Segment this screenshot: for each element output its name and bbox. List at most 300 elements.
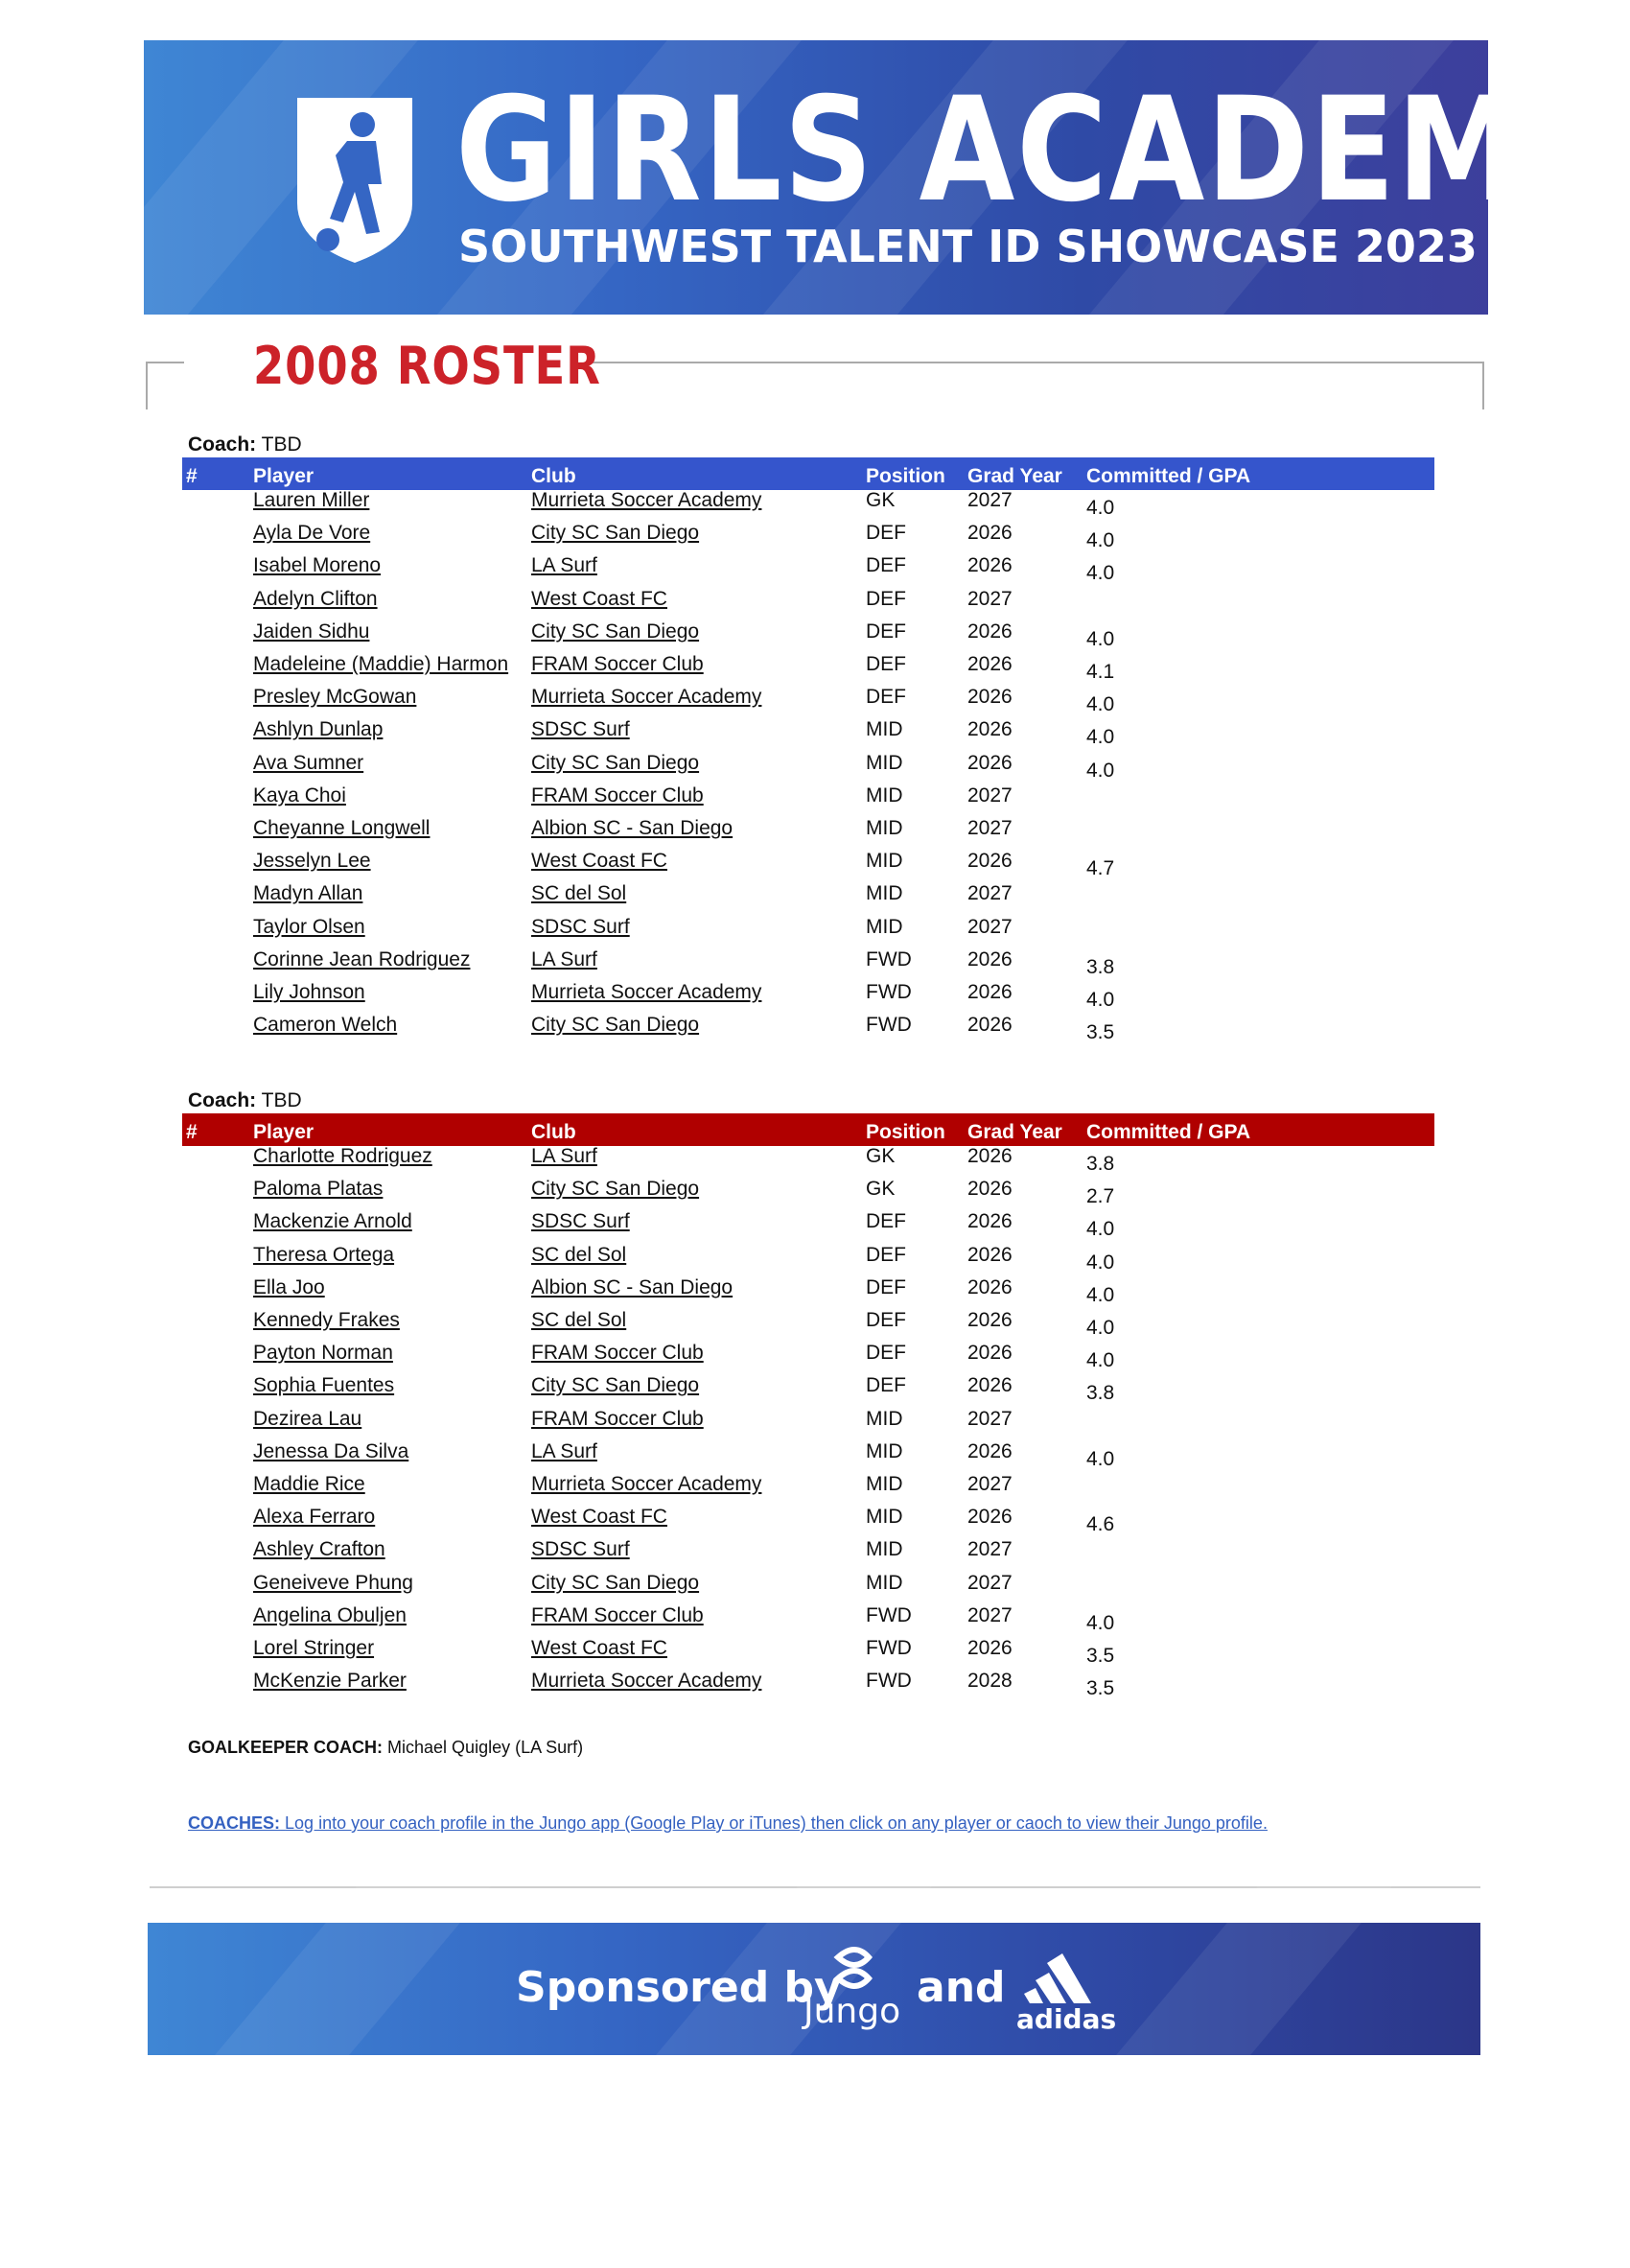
coaches-note-text: Log into your coach profile in the Jungo app (Google Play or iTunes) then click on any player or caoch to view their Jungo profile. — [285, 1813, 1268, 1833]
gpa-cell: 4.0 — [1086, 759, 1115, 782]
grad-year-cell: 2026 — [967, 554, 1013, 577]
club-link[interactable] — [531, 1374, 699, 1397]
grad-year-cell: 2026 — [967, 1178, 1013, 1201]
club-link[interactable] — [531, 522, 699, 545]
grad-year-cell: 2026 — [967, 620, 1013, 643]
goalkeeper-coach-value: Michael Quigley (LA Surf) — [387, 1738, 584, 1757]
player-link[interactable] — [253, 752, 363, 775]
position-cell: DEF — [866, 554, 906, 577]
position-cell: MID — [866, 1571, 903, 1594]
position-cell: FWD — [866, 1014, 912, 1037]
player-link[interactable] — [253, 817, 430, 840]
position-cell: DEF — [866, 1210, 906, 1233]
gpa-cell: 4.6 — [1086, 1513, 1115, 1536]
position-cell: FWD — [866, 947, 912, 970]
player-link[interactable] — [253, 1506, 375, 1529]
player-name[interactable]: Maddie Rice — [253, 1473, 365, 1495]
club-name[interactable]: SDSC Surf — [531, 718, 630, 741]
table-row — [0, 850, 1630, 882]
grad-year-cell: 2027 — [967, 817, 1013, 839]
position-cell: FWD — [866, 1603, 912, 1626]
player-link[interactable] — [253, 916, 365, 939]
table-row — [0, 489, 1630, 522]
player-name[interactable]: Alexa Ferraro — [253, 1506, 376, 1529]
table-row — [0, 916, 1630, 948]
grad-year-cell: 2027 — [967, 1603, 1013, 1626]
grad-year-cell: 2026 — [967, 1637, 1013, 1659]
grad-year-cell: 2026 — [967, 981, 1013, 1003]
player-name[interactable]: Corinne Jean Rodriguez — [253, 947, 471, 970]
table-row — [0, 620, 1630, 653]
player-link[interactable] — [253, 620, 369, 643]
club-link[interactable] — [531, 653, 704, 676]
player-link[interactable] — [253, 1604, 407, 1627]
club-link[interactable] — [531, 1604, 704, 1627]
club-name[interactable]: City SC San Diego — [531, 751, 700, 774]
grad-year-cell: 2028 — [967, 1670, 1013, 1693]
player-link[interactable] — [253, 653, 508, 676]
player-link[interactable] — [253, 1408, 361, 1431]
col-player: Player — [253, 465, 314, 487]
club-name[interactable]: FRAM Soccer Club — [531, 1603, 704, 1626]
gpa-cell: 4.0 — [1086, 989, 1115, 1011]
position-cell: MID — [866, 915, 903, 938]
table-row — [0, 981, 1630, 1014]
position-cell: DEF — [866, 686, 906, 709]
table-row — [0, 752, 1630, 784]
col-club: Club — [531, 465, 576, 487]
table-row — [0, 1276, 1630, 1309]
table-row — [0, 784, 1630, 817]
player-link[interactable] — [253, 1440, 408, 1463]
club-link[interactable] — [531, 1637, 667, 1660]
player-name[interactable]: Angelina Obuljen — [253, 1603, 407, 1626]
club-link[interactable] — [531, 1473, 761, 1496]
table-row — [0, 588, 1630, 620]
position-cell: MID — [866, 1506, 903, 1529]
sponsored-by-text: Sponsored by — [516, 1963, 842, 2012]
player-name[interactable]: Jesselyn Lee — [253, 850, 371, 873]
gpa-cell: 4.0 — [1086, 1447, 1115, 1470]
club-link[interactable] — [531, 1276, 733, 1299]
club-link[interactable] — [531, 718, 630, 741]
grad-year-cell: 2026 — [967, 1342, 1013, 1365]
table-row — [0, 686, 1630, 718]
club-name[interactable]: LA Surf — [531, 947, 597, 970]
grad-year-cell: 2026 — [967, 1439, 1013, 1462]
player-name[interactable]: Jaiden Sidhu — [253, 620, 370, 643]
position-cell: MID — [866, 850, 903, 873]
table-row — [0, 1604, 1630, 1637]
player-link[interactable] — [253, 1342, 393, 1365]
club-link[interactable] — [531, 1572, 699, 1595]
grad-year-cell: 2026 — [967, 1275, 1013, 1298]
club-link[interactable] — [531, 1309, 626, 1332]
club-link[interactable] — [531, 850, 667, 873]
grad-year-cell: 2026 — [967, 1210, 1013, 1233]
club-name[interactable]: FRAM Soccer Club — [531, 1342, 704, 1365]
player-name[interactable]: Paloma Platas — [253, 1178, 384, 1201]
gpa-cell: 4.0 — [1086, 1251, 1115, 1274]
goalkeeper-coach — [188, 1738, 583, 1758]
grad-year-cell: 2026 — [967, 850, 1013, 873]
grad-year-cell: 2026 — [967, 947, 1013, 970]
player-name[interactable]: Madeleine (Maddie) Harmon — [253, 653, 509, 675]
club-link[interactable] — [531, 948, 597, 971]
club-link[interactable] — [531, 752, 699, 775]
club-name[interactable]: West Coast FC — [531, 850, 667, 873]
player-link[interactable] — [253, 554, 381, 577]
player-link[interactable] — [253, 1374, 394, 1397]
position-cell: DEF — [866, 1309, 906, 1331]
player-name[interactable]: Taylor Olsen — [253, 915, 365, 938]
club-name[interactable]: Murrieta Soccer Academy — [531, 1473, 762, 1495]
header-banner — [144, 40, 1613, 315]
table-row — [0, 948, 1630, 981]
position-cell: MID — [866, 1439, 903, 1462]
position-cell: FWD — [866, 1670, 912, 1693]
table-row — [0, 1309, 1630, 1342]
grad-year-cell: 2026 — [967, 1145, 1013, 1167]
club-name[interactable]: SDSC Surf — [531, 1538, 630, 1561]
club-name[interactable]: LA Surf — [531, 554, 597, 577]
club-name[interactable]: SDSC Surf — [531, 1210, 630, 1233]
club-link[interactable] — [531, 1408, 704, 1431]
position-cell: DEF — [866, 587, 906, 610]
grad-year-cell: 2026 — [967, 718, 1013, 741]
club-name[interactable]: LA Surf — [531, 1439, 597, 1462]
club-name[interactable]: SC del Sol — [531, 1309, 627, 1331]
table-row — [0, 1538, 1630, 1571]
position-cell: DEF — [866, 620, 906, 643]
player-name[interactable]: Lauren Miller — [253, 489, 370, 511]
position-cell: DEF — [866, 522, 906, 545]
grad-year-cell: 2027 — [967, 489, 1013, 511]
grad-year-cell: 2026 — [967, 686, 1013, 709]
club-link[interactable] — [531, 1014, 699, 1037]
player-link[interactable] — [253, 1572, 413, 1595]
club-name[interactable]: FRAM Soccer Club — [531, 653, 704, 675]
club-link[interactable] — [531, 1538, 630, 1561]
club-link[interactable] — [531, 554, 597, 577]
grad-year-cell: 2027 — [967, 587, 1013, 610]
col-committed: Committed / GPA — [1086, 465, 1251, 487]
col-club: Club — [531, 1121, 576, 1143]
gpa-cell: 4.0 — [1086, 1349, 1115, 1372]
club-name[interactable]: FRAM Soccer Club — [531, 783, 704, 807]
position-cell: MID — [866, 1473, 903, 1495]
coach-name: TBD — [261, 1089, 302, 1111]
col-num: # — [186, 1121, 198, 1143]
player-name[interactable]: Geneiveve Phung — [253, 1571, 413, 1594]
table-row — [0, 1637, 1630, 1670]
table-row — [0, 718, 1630, 751]
table-row — [0, 1572, 1630, 1604]
player-link[interactable] — [253, 686, 416, 709]
player-link[interactable] — [253, 1210, 412, 1233]
player-link[interactable] — [253, 784, 346, 807]
player-link[interactable] — [253, 1276, 325, 1299]
player-name[interactable]: Cheyanne Longwell — [253, 817, 431, 839]
player-name[interactable]: Mackenzie Arnold — [253, 1210, 412, 1233]
grad-year-cell: 2026 — [967, 1506, 1013, 1529]
player-name[interactable]: Ashlyn Dunlap — [253, 718, 384, 741]
table-row — [0, 1145, 1630, 1178]
gpa-cell: 3.8 — [1086, 1153, 1115, 1175]
player-name[interactable]: Isabel Moreno — [253, 554, 382, 577]
position-cell: MID — [866, 1407, 903, 1430]
player-link[interactable] — [253, 882, 362, 905]
gpa-cell: 4.0 — [1086, 1283, 1115, 1306]
table-row — [0, 1342, 1630, 1374]
player-name[interactable]: Madyn Allan — [253, 882, 363, 905]
gpa-cell: 4.0 — [1086, 726, 1115, 749]
player-link[interactable] — [253, 1145, 432, 1168]
club-link[interactable] — [531, 620, 699, 643]
grad-year-cell: 2026 — [967, 522, 1013, 545]
coach-label: Coach: — [188, 433, 257, 456]
club-name[interactable]: City SC San Diego — [531, 620, 700, 643]
club-name[interactable]: Murrieta Soccer Academy — [531, 981, 762, 1003]
player-name[interactable]: Jenessa Da Silva — [253, 1439, 409, 1462]
table-row — [0, 1244, 1630, 1276]
club-link[interactable] — [531, 981, 761, 1004]
club-name[interactable]: Murrieta Soccer Academy — [531, 489, 762, 511]
gpa-cell: 4.0 — [1086, 693, 1115, 716]
grad-year-cell: 2026 — [967, 1243, 1013, 1266]
player-link[interactable] — [253, 981, 365, 1004]
col-position: Position — [866, 1121, 945, 1143]
col-num: # — [186, 465, 198, 487]
grad-year-cell: 2026 — [967, 1309, 1013, 1331]
position-cell: MID — [866, 1538, 903, 1561]
gpa-cell: 4.0 — [1086, 562, 1115, 585]
table-row — [0, 1440, 1630, 1473]
club-name[interactable]: Albion SC - San Diego — [531, 817, 734, 839]
club-link[interactable] — [531, 686, 761, 709]
grad-year-cell: 2027 — [967, 1571, 1013, 1594]
player-name[interactable]: Ashley Crafton — [253, 1538, 385, 1561]
roster-title: 2008 ROSTER — [253, 336, 601, 396]
club-link[interactable] — [531, 1178, 699, 1201]
gpa-cell: 4.7 — [1086, 857, 1115, 880]
position-cell: MID — [866, 882, 903, 905]
club-link[interactable] — [531, 1670, 761, 1693]
club-name[interactable]: City SC San Diego — [531, 522, 700, 545]
table-row — [0, 1014, 1630, 1046]
coach-name: TBD — [261, 433, 302, 456]
gpa-cell: 4.0 — [1086, 497, 1115, 519]
position-cell: GK — [866, 1145, 896, 1167]
team-2-coach — [188, 1089, 302, 1112]
player-link[interactable] — [253, 1178, 383, 1201]
club-link[interactable] — [531, 1342, 704, 1365]
player-name[interactable]: Dezirea Lau — [253, 1407, 362, 1430]
gpa-cell: 3.5 — [1086, 1645, 1115, 1667]
player-name[interactable]: Kennedy Frakes — [253, 1309, 400, 1331]
club-link[interactable] — [531, 1145, 597, 1168]
club-name[interactable]: West Coast FC — [531, 587, 667, 610]
player-link[interactable] — [253, 1473, 365, 1496]
player-name[interactable]: Ella Joo — [253, 1275, 325, 1298]
gpa-cell: 4.0 — [1086, 1218, 1115, 1241]
player-link[interactable] — [253, 850, 371, 873]
club-link[interactable] — [531, 1440, 597, 1463]
team-1-table-header — [182, 457, 1434, 490]
position-cell: MID — [866, 718, 903, 741]
col-player: Player — [253, 1121, 314, 1143]
position-cell: FWD — [866, 981, 912, 1003]
player-link[interactable] — [253, 1670, 407, 1693]
player-name[interactable]: McKenzie Parker — [253, 1670, 407, 1693]
gpa-cell: 4.0 — [1086, 1317, 1115, 1339]
team-1-coach — [188, 433, 302, 456]
club-name[interactable]: Murrieta Soccer Academy — [531, 1670, 762, 1693]
jungo-wordmark: Jungo — [803, 1992, 901, 2031]
grad-year-cell: 2026 — [967, 751, 1013, 774]
grad-year-cell: 2026 — [967, 1374, 1013, 1397]
player-name[interactable]: Lorel Stringer — [253, 1637, 375, 1659]
coaches-note-link[interactable] — [188, 1813, 1268, 1834]
player-link[interactable] — [253, 1309, 400, 1332]
position-cell: MID — [866, 783, 903, 807]
gpa-cell: 3.5 — [1086, 1677, 1115, 1700]
table-row — [0, 817, 1630, 850]
jungo-logo-icon — [830, 1946, 880, 1990]
grad-year-cell: 2026 — [967, 653, 1013, 675]
player-name[interactable]: Ayla De Vore — [253, 522, 371, 545]
grad-year-cell: 2027 — [967, 915, 1013, 938]
position-cell: DEF — [866, 1342, 906, 1365]
col-grad-year: Grad Year — [967, 465, 1062, 487]
gpa-cell: 4.0 — [1086, 529, 1115, 552]
player-link[interactable] — [253, 1014, 397, 1037]
club-name[interactable]: City SC San Diego — [531, 1014, 700, 1037]
table-row — [0, 522, 1630, 554]
player-name[interactable]: Kaya Choi — [253, 783, 346, 807]
banner-subtitle: SOUTHWEST TALENT ID SHOWCASE 2023 — [458, 221, 1478, 272]
club-name[interactable]: LA Surf — [531, 1145, 597, 1167]
club-link[interactable] — [531, 916, 630, 939]
gpa-cell: 4.0 — [1086, 627, 1115, 650]
player-link[interactable] — [253, 718, 383, 741]
table-row — [0, 1178, 1630, 1210]
club-name[interactable]: West Coast FC — [531, 1637, 667, 1659]
club-name[interactable]: SC del Sol — [531, 1243, 627, 1266]
club-name[interactable]: FRAM Soccer Club — [531, 1407, 704, 1430]
col-committed: Committed / GPA — [1086, 1121, 1251, 1143]
col-grad-year: Grad Year — [967, 1121, 1062, 1143]
player-name[interactable]: Adelyn Clifton — [253, 587, 378, 610]
club-name[interactable]: SDSC Surf — [531, 915, 630, 938]
gpa-cell: 3.5 — [1086, 1021, 1115, 1044]
player-name[interactable]: Lily Johnson — [253, 981, 365, 1003]
player-link[interactable] — [253, 489, 369, 512]
coaches-note-label: COACHES: — [188, 1813, 281, 1833]
player-link[interactable] — [253, 1244, 394, 1267]
girls-academy-logo-icon — [288, 88, 422, 270]
grad-year-cell: 2027 — [967, 1473, 1013, 1495]
table-row — [0, 1473, 1630, 1506]
position-cell: DEF — [866, 653, 906, 675]
club-link[interactable] — [531, 1210, 630, 1233]
table-row — [0, 1670, 1630, 1702]
table-row — [0, 882, 1630, 915]
sponsor-footer — [148, 1923, 1480, 2055]
adidas-logo-icon — [1024, 1950, 1105, 2003]
position-cell: DEF — [866, 1374, 906, 1397]
table-row — [0, 1506, 1630, 1538]
gpa-cell: 2.7 — [1086, 1185, 1115, 1208]
table-row — [0, 554, 1630, 587]
team-2-table-header — [182, 1113, 1434, 1146]
and-text: and — [917, 1963, 1006, 2012]
club-link[interactable] — [531, 1506, 667, 1529]
grad-year-cell: 2026 — [967, 1014, 1013, 1037]
club-name[interactable]: City SC San Diego — [531, 1374, 700, 1397]
player-link[interactable] — [253, 588, 378, 611]
grad-year-cell: 2027 — [967, 1538, 1013, 1561]
club-link[interactable] — [531, 588, 667, 611]
player-link[interactable] — [253, 1538, 385, 1561]
club-link[interactable] — [531, 882, 626, 905]
player-link[interactable] — [253, 948, 470, 971]
player-name[interactable]: Payton Norman — [253, 1342, 393, 1365]
grad-year-cell: 2027 — [967, 882, 1013, 905]
table-row — [0, 653, 1630, 686]
coach-label: Coach: — [188, 1089, 257, 1111]
club-name[interactable]: City SC San Diego — [531, 1571, 700, 1594]
gpa-cell: 3.8 — [1086, 955, 1115, 978]
position-cell: GK — [866, 489, 896, 511]
position-cell: MID — [866, 817, 903, 839]
banner-title: GIRLS ACADEMY — [455, 67, 1613, 234]
player-name[interactable]: Presley McGowan — [253, 686, 417, 709]
grad-year-cell: 2027 — [967, 1407, 1013, 1430]
club-name[interactable]: Albion SC - San Diego — [531, 1275, 734, 1298]
table-row — [0, 1210, 1630, 1243]
player-name[interactable]: Sophia Fuentes — [253, 1374, 395, 1397]
player-name[interactable]: Theresa Ortega — [253, 1243, 395, 1266]
grad-year-cell: 2027 — [967, 783, 1013, 807]
position-cell: MID — [866, 751, 903, 774]
position-cell: GK — [866, 1178, 896, 1201]
position-cell: DEF — [866, 1275, 906, 1298]
gpa-cell: 3.8 — [1086, 1382, 1115, 1405]
player-name[interactable]: Ava Sumner — [253, 751, 364, 774]
club-link[interactable] — [531, 817, 733, 840]
club-link[interactable] — [531, 489, 761, 512]
adidas-wordmark: adidas — [1016, 2003, 1117, 2035]
position-cell: FWD — [866, 1637, 912, 1659]
club-link[interactable] — [531, 1244, 626, 1267]
gpa-cell: 4.0 — [1086, 1611, 1115, 1634]
club-name[interactable]: West Coast FC — [531, 1506, 667, 1529]
gpa-cell: 4.1 — [1086, 661, 1115, 683]
position-cell: DEF — [866, 1243, 906, 1266]
club-name[interactable]: City SC San Diego — [531, 1178, 700, 1201]
player-link[interactable] — [253, 522, 370, 545]
club-name[interactable]: Murrieta Soccer Academy — [531, 686, 762, 709]
player-link[interactable] — [253, 1637, 374, 1660]
club-link[interactable] — [531, 784, 704, 807]
player-name[interactable]: Charlotte Rodriguez — [253, 1145, 432, 1167]
player-name[interactable]: Cameron Welch — [253, 1014, 398, 1037]
table-row — [0, 1408, 1630, 1440]
table-row — [0, 1374, 1630, 1407]
club-name[interactable]: SC del Sol — [531, 882, 627, 905]
col-position: Position — [866, 465, 945, 487]
